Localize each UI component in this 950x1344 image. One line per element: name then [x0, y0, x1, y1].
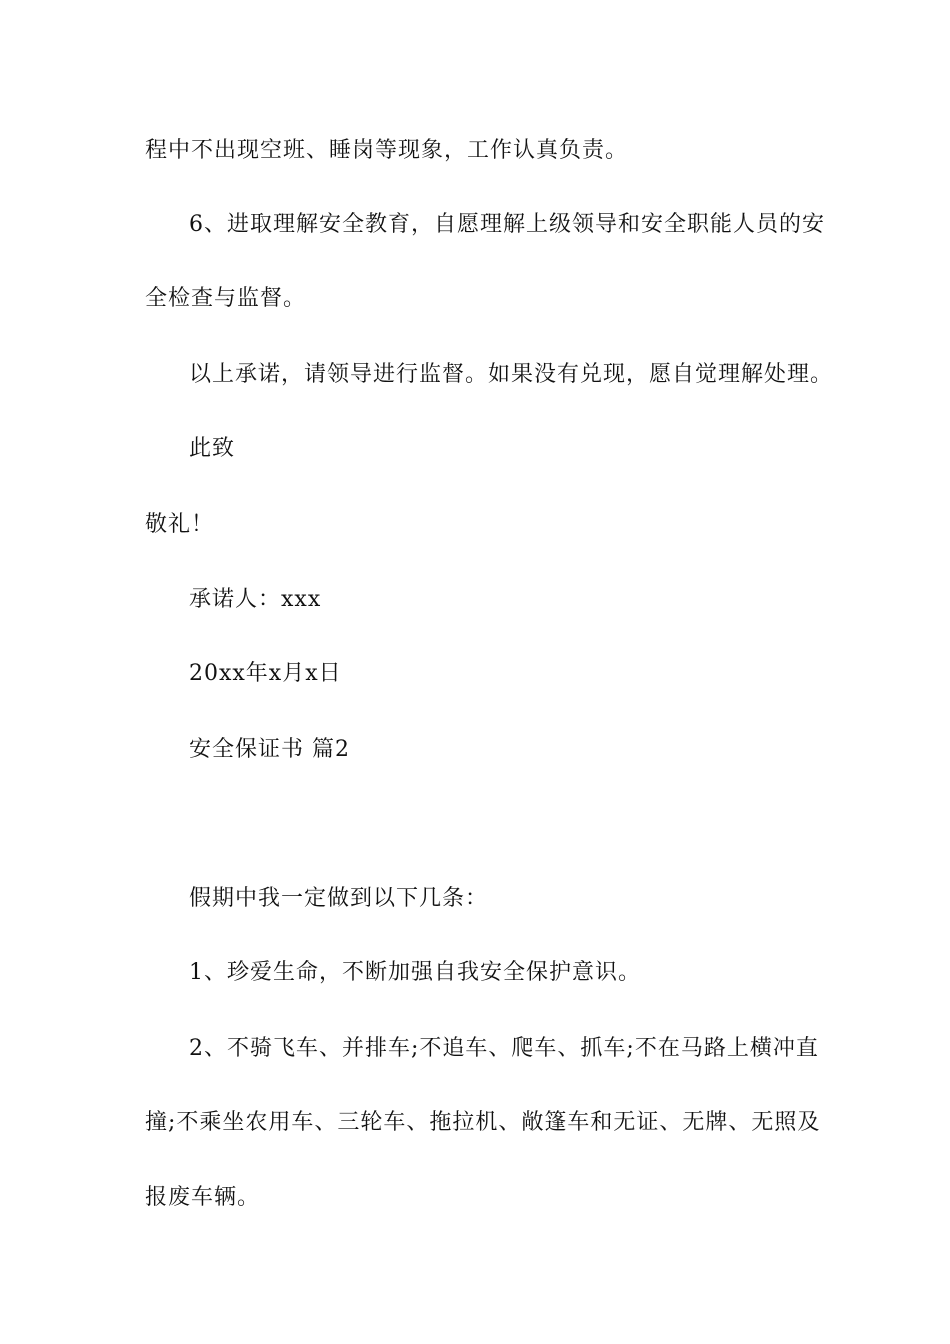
salutation: 敬礼！ [145, 512, 215, 537]
paragraph-line: 以上承诺，请领导进行监督。如果没有兑现，愿自觉理解处理。 [189, 362, 834, 387]
closing-phrase: 此致 [189, 436, 236, 461]
paragraph-line: 撞;不乘坐农用车、三轮车、拖拉机、敞篷车和无证、无牌、无照及 [145, 1110, 821, 1135]
paragraph-line: 报废车辆。 [145, 1185, 261, 1210]
list-item: 1、珍爱生命，不断加强自我安全保护意识。 [189, 960, 641, 985]
list-item: 2、不骑飞车、并排车;不追车、爬车、抓车;不在马路上横冲直 [189, 1036, 819, 1061]
signatory: 承诺人：xxx [189, 587, 322, 612]
date-line: 20xx年x月x日 [189, 661, 342, 686]
paragraph-line: 全检查与监督。 [145, 286, 307, 311]
section-title: 安全保证书 篇2 [189, 737, 350, 762]
paragraph-line: 假期中我一定做到以下几条： [189, 886, 489, 911]
paragraph-line: 6、进取理解安全教育，自愿理解上级领导和安全职能人员的安 [189, 212, 825, 237]
paragraph-line: 程中不出现空班、睡岗等现象，工作认真负责。 [145, 138, 629, 163]
